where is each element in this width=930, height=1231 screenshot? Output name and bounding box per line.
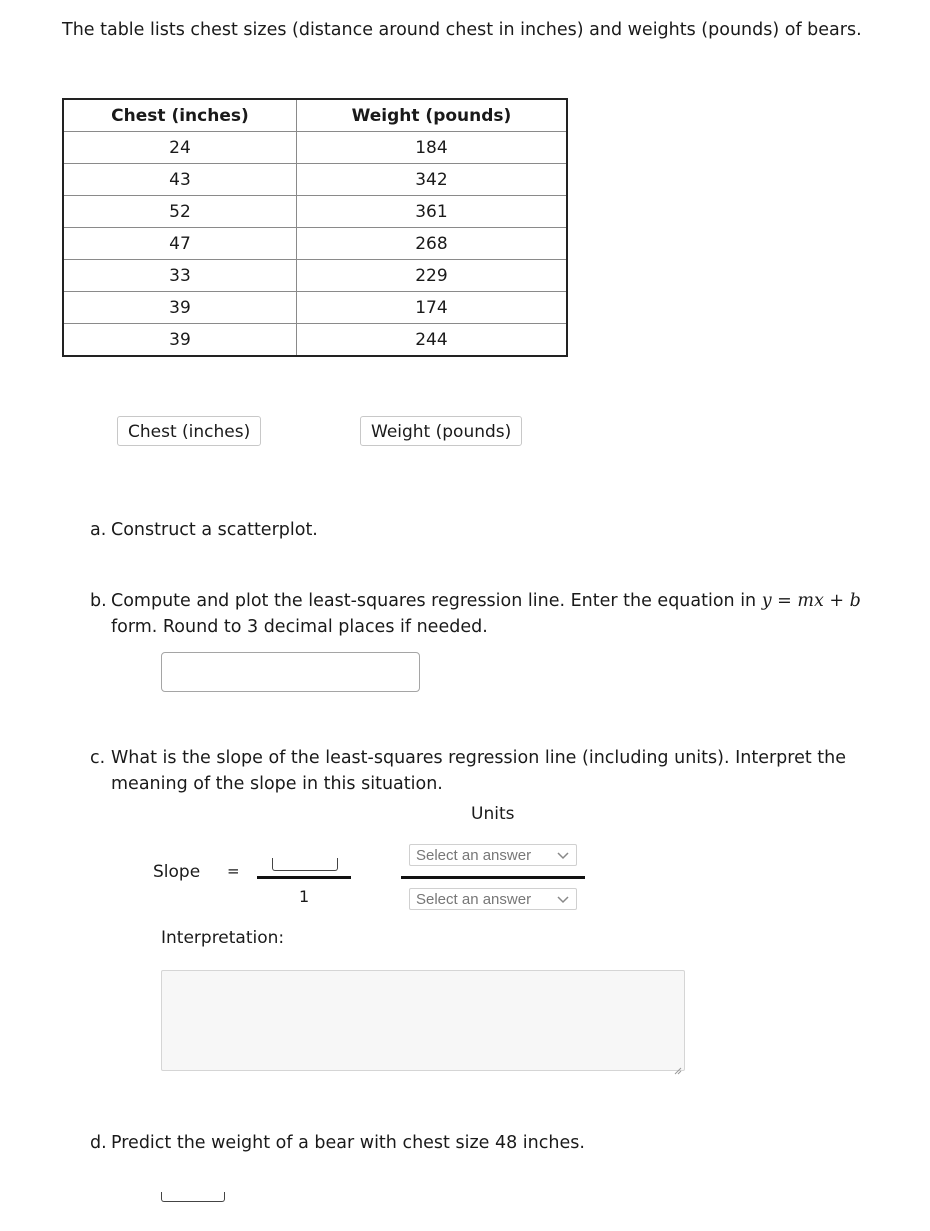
- equals-sign: =: [227, 862, 240, 880]
- question-b-label: b.: [90, 591, 107, 611]
- chest-cell: 47: [63, 228, 296, 260]
- question-b-text-before: Compute and plot the least-squares regression line. Enter the equation in: [111, 591, 757, 611]
- weight-cell: 244: [296, 324, 567, 357]
- question-c: [90, 745, 850, 797]
- table-header-row: [63, 99, 567, 132]
- data-table: [62, 98, 568, 357]
- weight-cell: 174: [296, 292, 567, 324]
- slope-fraction-bar: [257, 876, 351, 879]
- units-numerator-placeholder: Select an answer: [416, 847, 532, 864]
- table-row: [63, 196, 567, 228]
- table-row: [63, 164, 567, 196]
- resize-handle-icon[interactable]: [674, 1060, 682, 1068]
- units-numerator-select[interactable]: [409, 844, 577, 866]
- equation-form: y = mx + b: [761, 591, 861, 611]
- weight-cell: 229: [296, 260, 567, 292]
- chest-column-button[interactable]: Chest (inches): [117, 416, 261, 446]
- chevron-down-icon: [557, 845, 569, 874]
- question-d: [90, 1130, 850, 1156]
- table-row: [63, 260, 567, 292]
- question-d-text: Predict the weight of a bear with chest size 48 inches.: [111, 1133, 585, 1153]
- interpretation-textarea[interactable]: [161, 970, 685, 1071]
- chest-cell: 43: [63, 164, 296, 196]
- units-fraction-bar: [401, 876, 585, 879]
- question-c-text: What is the slope of the least-squares regression line (including units). Interpret the meaning of the slope in this situation.: [111, 748, 846, 794]
- slope-denominator: 1: [299, 887, 310, 906]
- question-c-label: c.: [90, 748, 106, 768]
- predicted-weight-input[interactable]: [161, 1192, 225, 1202]
- units-denominator-placeholder: Select an answer: [416, 891, 532, 908]
- column-header-chest: Chest (inches): [63, 99, 296, 132]
- question-a-text: Construct a scatterplot.: [111, 520, 318, 540]
- question-d-label: d.: [90, 1133, 107, 1153]
- table-row: [63, 292, 567, 324]
- interpretation-label: Interpretation:: [161, 928, 285, 948]
- units-title: Units: [471, 804, 515, 824]
- table-row: [63, 228, 567, 260]
- chest-cell: 52: [63, 196, 296, 228]
- weight-column-button[interactable]: Weight (pounds): [360, 416, 522, 446]
- chest-cell: 39: [63, 292, 296, 324]
- units-denominator-select[interactable]: [409, 888, 577, 910]
- regression-equation-input[interactable]: [161, 652, 420, 692]
- chevron-down-icon: [557, 889, 569, 918]
- slope-label: Slope: [153, 862, 201, 882]
- table-row: [63, 132, 567, 164]
- weight-cell: 184: [296, 132, 567, 164]
- weight-cell: 361: [296, 196, 567, 228]
- weight-cell: 342: [296, 164, 567, 196]
- slope-numerator-input[interactable]: [272, 858, 338, 871]
- column-header-weight: Weight (pounds): [296, 99, 567, 132]
- intro-text: The table lists chest sizes (distance around chest in inches) and weights (pounds) of bears.: [62, 20, 862, 40]
- question-a: [90, 517, 318, 543]
- chest-cell: 39: [63, 324, 296, 357]
- weight-cell: 268: [296, 228, 567, 260]
- question-a-label: a.: [90, 520, 107, 540]
- question-b-text: [111, 588, 890, 640]
- chest-cell: 33: [63, 260, 296, 292]
- question-b-text-after: form. Round to 3 decimal places if needed.: [111, 617, 488, 637]
- question-b: [90, 588, 890, 640]
- table-row: [63, 324, 567, 357]
- chest-cell: 24: [63, 132, 296, 164]
